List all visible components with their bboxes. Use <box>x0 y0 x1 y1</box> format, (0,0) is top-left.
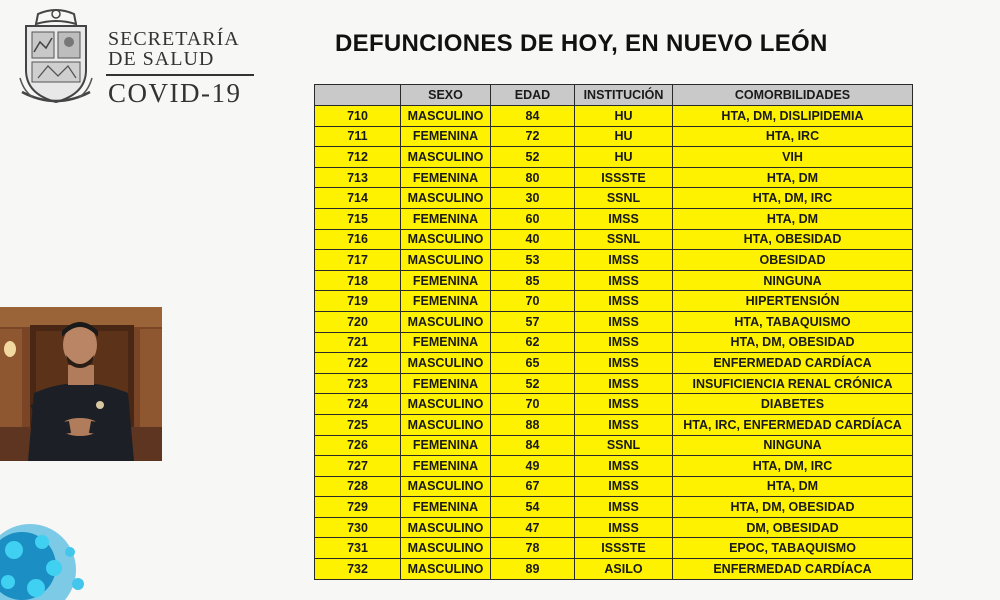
table-row <box>315 167 913 188</box>
defunciones-table <box>314 84 913 580</box>
sexo-cell: FEMENINA <box>401 373 491 394</box>
table-row <box>315 291 913 312</box>
case-number-cell: 717 <box>315 250 401 271</box>
case-number-cell: 732 <box>315 559 401 580</box>
column-header-sexo: SEXO <box>401 85 491 106</box>
edad-cell: 84 <box>491 435 575 456</box>
sexo-cell: MASCULINO <box>401 229 491 250</box>
sexo-cell: MASCULINO <box>401 147 491 168</box>
case-number-cell: 721 <box>315 332 401 353</box>
comorbilidades-cell: EPOC, TABAQUISMO <box>673 538 913 559</box>
edad-cell: 84 <box>491 106 575 127</box>
institucion-cell: IMSS <box>575 497 673 518</box>
edad-cell: 88 <box>491 414 575 435</box>
institucion-cell: IMSS <box>575 373 673 394</box>
edad-cell: 70 <box>491 394 575 415</box>
institucion-cell: ASILO <box>575 559 673 580</box>
column-header-institucion: INSTITUCIÓN <box>575 85 673 106</box>
case-number-cell: 716 <box>315 229 401 250</box>
comorbilidades-cell: HTA, IRC <box>673 126 913 147</box>
column-header-edad: EDAD <box>491 85 575 106</box>
comorbilidades-cell: NINGUNA <box>673 435 913 456</box>
table-row <box>315 517 913 538</box>
table-row <box>315 332 913 353</box>
edad-cell: 52 <box>491 147 575 168</box>
case-number-cell: 715 <box>315 208 401 229</box>
comorbilidades-cell: DIABETES <box>673 394 913 415</box>
sexo-cell: MASCULINO <box>401 394 491 415</box>
edad-cell: 80 <box>491 167 575 188</box>
comorbilidades-cell: HTA, DM, IRC <box>673 456 913 477</box>
edad-cell: 78 <box>491 538 575 559</box>
sexo-cell: FEMENINA <box>401 126 491 147</box>
table-row <box>315 538 913 559</box>
table-row <box>315 208 913 229</box>
sexo-cell: FEMENINA <box>401 497 491 518</box>
comorbilidades-cell: HTA, DM <box>673 167 913 188</box>
edad-cell: 62 <box>491 332 575 353</box>
case-number-cell: 722 <box>315 353 401 374</box>
institucion-cell: HU <box>575 106 673 127</box>
table-row <box>315 497 913 518</box>
org-name-line2: DE SALUD <box>108 48 215 70</box>
sexo-cell: MASCULINO <box>401 414 491 435</box>
org-name-line1: SECRETARÍA <box>108 28 240 50</box>
edad-cell: 40 <box>491 229 575 250</box>
sexo-cell: MASCULINO <box>401 106 491 127</box>
comorbilidades-cell: HTA, DM, IRC <box>673 188 913 209</box>
institucion-cell: IMSS <box>575 311 673 332</box>
comorbilidades-cell: OBESIDAD <box>673 250 913 271</box>
table-row <box>315 559 913 580</box>
edad-cell: 60 <box>491 208 575 229</box>
comorbilidades-cell: HTA, DM, OBESIDAD <box>673 332 913 353</box>
comorbilidades-cell: HTA, IRC, ENFERMEDAD CARDÍACA <box>673 414 913 435</box>
comorbilidades-cell: HTA, TABAQUISMO <box>673 311 913 332</box>
interpreter-video <box>0 307 162 461</box>
table-row <box>315 414 913 435</box>
case-number-cell: 710 <box>315 106 401 127</box>
sexo-cell: MASCULINO <box>401 538 491 559</box>
comorbilidades-cell: HTA, DM, DISLIPIDEMIA <box>673 106 913 127</box>
case-number-cell: 712 <box>315 147 401 168</box>
logo-divider <box>106 74 254 76</box>
table-row <box>315 270 913 291</box>
covid-label: COVID-19 <box>108 78 242 108</box>
sexo-cell: FEMENINA <box>401 435 491 456</box>
edad-cell: 85 <box>491 270 575 291</box>
edad-cell: 65 <box>491 353 575 374</box>
comorbilidades-cell: ENFERMEDAD CARDÍACA <box>673 353 913 374</box>
sexo-cell: FEMENINA <box>401 291 491 312</box>
case-number-cell: 724 <box>315 394 401 415</box>
institucion-cell: IMSS <box>575 456 673 477</box>
virus-decoration-icon <box>0 488 110 600</box>
sexo-cell: MASCULINO <box>401 311 491 332</box>
case-number-cell: 719 <box>315 291 401 312</box>
comorbilidades-cell: NINGUNA <box>673 270 913 291</box>
case-number-cell: 725 <box>315 414 401 435</box>
edad-cell: 47 <box>491 517 575 538</box>
institucion-cell: SSNL <box>575 188 673 209</box>
institucion-cell: IMSS <box>575 517 673 538</box>
edad-cell: 89 <box>491 559 575 580</box>
sexo-cell: FEMENINA <box>401 167 491 188</box>
comorbilidades-cell: HTA, DM <box>673 208 913 229</box>
column-header-case <box>315 85 401 106</box>
table-row <box>315 106 913 127</box>
sexo-cell: MASCULINO <box>401 353 491 374</box>
state-seal-icon <box>18 8 94 108</box>
edad-cell: 72 <box>491 126 575 147</box>
edad-cell: 70 <box>491 291 575 312</box>
institucion-cell: HU <box>575 147 673 168</box>
institucion-cell: IMSS <box>575 394 673 415</box>
table-row <box>315 229 913 250</box>
comorbilidades-cell: ENFERMEDAD CARDÍACA <box>673 559 913 580</box>
case-number-cell: 723 <box>315 373 401 394</box>
sexo-cell: MASCULINO <box>401 559 491 580</box>
secretaria-salud-logo <box>18 8 248 112</box>
comorbilidades-cell: DM, OBESIDAD <box>673 517 913 538</box>
comorbilidades-cell: HTA, DM, OBESIDAD <box>673 497 913 518</box>
case-number-cell: 713 <box>315 167 401 188</box>
edad-cell: 52 <box>491 373 575 394</box>
table-row <box>315 353 913 374</box>
edad-cell: 53 <box>491 250 575 271</box>
institucion-cell: ISSSTE <box>575 167 673 188</box>
sexo-cell: FEMENINA <box>401 270 491 291</box>
column-header-comorbilidades: COMORBILIDADES <box>673 85 913 106</box>
table-row <box>315 250 913 271</box>
table-row <box>315 456 913 477</box>
sexo-cell: FEMENINA <box>401 208 491 229</box>
institucion-cell: IMSS <box>575 476 673 497</box>
edad-cell: 54 <box>491 497 575 518</box>
edad-cell: 67 <box>491 476 575 497</box>
edad-cell: 49 <box>491 456 575 477</box>
table-row <box>315 435 913 456</box>
comorbilidades-cell: VIH <box>673 147 913 168</box>
institucion-cell: IMSS <box>575 291 673 312</box>
sexo-cell: FEMENINA <box>401 332 491 353</box>
case-number-cell: 727 <box>315 456 401 477</box>
case-number-cell: 728 <box>315 476 401 497</box>
case-number-cell: 731 <box>315 538 401 559</box>
institucion-cell: IMSS <box>575 353 673 374</box>
institucion-cell: IMSS <box>575 270 673 291</box>
case-number-cell: 726 <box>315 435 401 456</box>
edad-cell: 57 <box>491 311 575 332</box>
sexo-cell: MASCULINO <box>401 517 491 538</box>
sexo-cell: MASCULINO <box>401 250 491 271</box>
comorbilidades-cell: HIPERTENSIÓN <box>673 291 913 312</box>
sexo-cell: FEMENINA <box>401 456 491 477</box>
comorbilidades-cell: INSUFICIENCIA RENAL CRÓNICA <box>673 373 913 394</box>
sexo-cell: MASCULINO <box>401 476 491 497</box>
case-number-cell: 711 <box>315 126 401 147</box>
institucion-cell: SSNL <box>575 435 673 456</box>
sexo-cell: MASCULINO <box>401 188 491 209</box>
case-number-cell: 718 <box>315 270 401 291</box>
table-row <box>315 311 913 332</box>
case-number-cell: 730 <box>315 517 401 538</box>
comorbilidades-cell: HTA, OBESIDAD <box>673 229 913 250</box>
institucion-cell: ISSSTE <box>575 538 673 559</box>
institucion-cell: IMSS <box>575 414 673 435</box>
institucion-cell: IMSS <box>575 250 673 271</box>
table-row <box>315 476 913 497</box>
institucion-cell: IMSS <box>575 208 673 229</box>
table-row <box>315 126 913 147</box>
comorbilidades-cell: HTA, DM <box>673 476 913 497</box>
institucion-cell: IMSS <box>575 332 673 353</box>
table-row <box>315 394 913 415</box>
institucion-cell: HU <box>575 126 673 147</box>
edad-cell: 30 <box>491 188 575 209</box>
table-row <box>315 147 913 168</box>
case-number-cell: 714 <box>315 188 401 209</box>
table-row <box>315 188 913 209</box>
interpreter-video-frame <box>0 307 162 461</box>
case-number-cell: 729 <box>315 497 401 518</box>
page-title: DEFUNCIONES DE HOY, EN NUEVO LEÓN <box>335 30 828 57</box>
table-row <box>315 373 913 394</box>
case-number-cell: 720 <box>315 311 401 332</box>
table-header-row <box>315 85 913 106</box>
institucion-cell: SSNL <box>575 229 673 250</box>
